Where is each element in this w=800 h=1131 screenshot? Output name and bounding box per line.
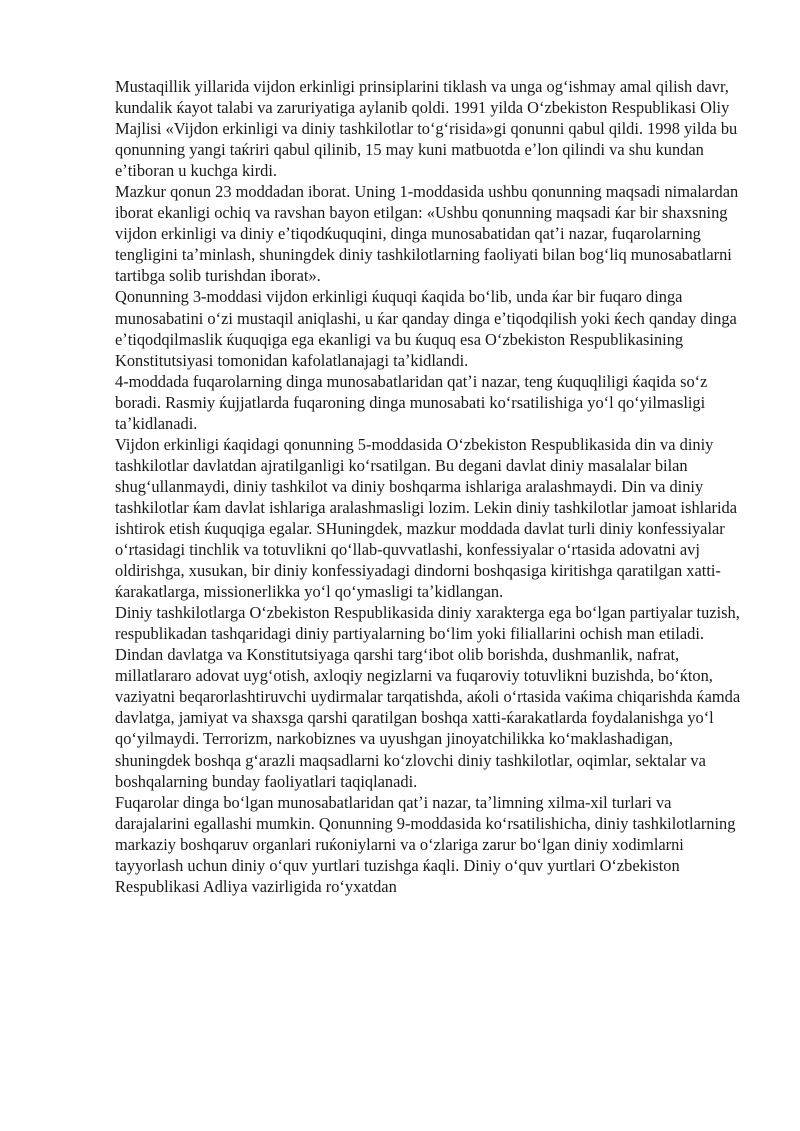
- paragraph-prohibitions: Dindan davlatga va Konstitutsiyaga qarshi targʻibot olib borishda, dushmanlik, nafrat, millatlararo adovat uygʻotish, axloqiy negizlarni va fuqaroviy totuvlikni buzishda, boʻќton, vaziyatni beqarorlashtiruvchi uydirmalar tarqatishda, aќoli oʻrtasida vaќima chiqarishda ќamda davlatga, jamiyat va shaxsga qarshi qaratilgan boshqa xatti-ќarakatlarda foydalanishga yoʻl qoʻyilmaydi. Terrorizm, narkobiznes va uyushgan jinoyatchilikka koʻmaklashadigan, shuningdek boshqa gʻarazli maqsadlarni koʻzlovchi diniy tashkilotlar, oqimlar, sektalar va boshqalarning bunday faoliyatlari taqiqlanadi.: [115, 645, 741, 791]
- paragraph-education: Fuqarolar dinga boʻlgan munosabatlaridan qatʼi nazar, taʼlimning xilma-xil turlari va darajalarini egallashi mumkin. Qonunning 9-moddasida koʻrsatilishicha, diniy tashkilotlarning markaziy boshqaruv organlari ruќoniylarni va oʻzlariga zarur boʻlgan diniy xodimlarni tayyorlash uchun diniy oʻquv yurtlari tuzishga ќaqli. Diniy oʻquv yurtlari Oʻzbekiston Respublikasi Adliya vazirligida roʻyxatdan: [115, 792, 736, 896]
- paragraph-religious-parties: Diniy tashkilotlarga Oʻzbekiston Respublikasida diniy xarakterga ega boʻlgan partiyalar tuzish, respublikadan tashqaridagi diniy partiyalarning boʻlim yoki filiallarini ochish man etiladi.: [115, 603, 740, 644]
- document-page: [115, 76, 745, 897]
- paragraph-intro: Mustaqillik yillarida vijdon erkinligi prinsiplarini tiklash va unga ogʻishmay amal qilish davr, kundalik ќayot talabi va zaruriyatiga aylanib qoldi. 1991 yilda Oʻzbekiston Respublikasi Oliy Majlisi «Vijdon erkinligi va diniy tashkilotlar toʻgʻrisida»gi qonunni qabul qildi. 1998 yilda bu qonunning yangi taќriri qabul qilinib, 15 may kuni matbuotda eʼlon qilindi va shu kundan eʼtiboran u kuchga kirdi.: [115, 77, 738, 181]
- paragraph-law-structure: Mazkur qonun 23 moddadan iborat. Uning 1-moddasida ushbu qonunning maqsadi nimalardan iborat ekanligi ochiq va ravshan bayon etilgan: «Ushbu qonunning maqsadi ќar bir shaxsning vijdon erkinligi va diniy eʼtiqodќuquqini, dinga munosabatidan qatʼi nazar, fuqarolarning tengligini taʼminlash, shuningdek diniy tashkilotlarning faoliyati bilan bogʻliq munosabatlarni tartibga solib turishdan iborat».: [115, 182, 739, 286]
- paragraph-article-4: 4-moddada fuqarolarning dinga munosabatlaridan qatʼi nazar, teng ќuquqliligi ќaqida soʻz boradi. Rasmiy ќujjatlarda fuqaroning dinga munosabati koʻrsatilishiga yoʻl qoʻyilmasligi taʼkidlanadi.: [115, 371, 708, 433]
- paragraph-article-5: Vijdon erkinligi ќaqidagi qonunning 5-moddasida Oʻzbekiston Respublikasida din va diniy tashkilotlar davlatdan ajratilganligi koʻrsatilgan. Bu degani davlat diniy masalalar bilan shugʻullanmaydi, diniy tashkilot va diniy boshqarma ishlariga aralashmaydi. Din va diniy tashkilotlar ќam davlat ishlariga aralashmasligi lozim. Lekin diniy tashkilotlar jamoat ishlarida ishtirok etish ќuquqiga egalar. SHuningdek, mazkur moddada davlat turli diniy konfessiyalar oʻrtasidagi tinchlik va totuvlikni qoʻllab-quvvatlashi, konfessiyalar oʻrtasida adovatni avj oldirishga, xusukan, bir diniy konfessiyadagi dindorni boshqasiga kiritishga qaratilgan xatti-ќarakatlarga, missionerlikka yoʻl qoʻymasligi taʼkidlangan.: [115, 434, 737, 602]
- paragraph-article-3: Qonunning 3-moddasi vijdon erkinligi ќuquqi ќaqida boʻlib, unda ќar bir fuqaro dinga munosabatini oʻzi mustaqil aniqlashi, u ќar qanday dinga eʼtiqodqilish yoki ќech qanday dinga eʼtiqodqilmaslik ќuquqiga ega ekanligi va bu ќuquq esa Oʻzbekiston Respublikasining Konstitutsiyasi tomonidan kafolatlanajagi taʼkidlandi.: [115, 287, 737, 370]
